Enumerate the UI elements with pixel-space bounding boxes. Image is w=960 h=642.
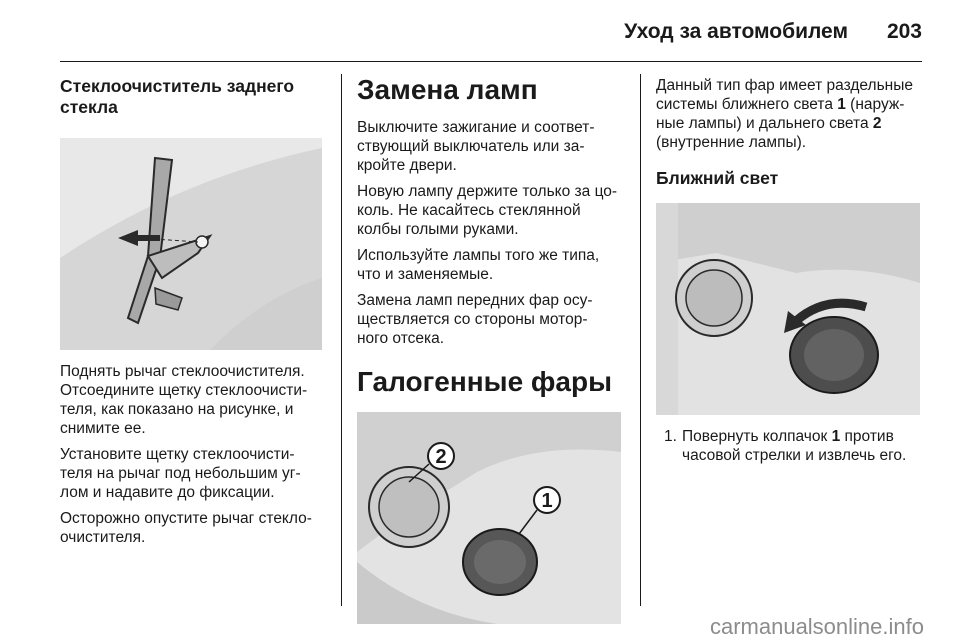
rear-wiper-heading: Стеклоочиститель заднего стекла: [60, 76, 295, 117]
bulb-para-3: Используйте лампы того же типа, что и заменяемые.: [357, 247, 600, 283]
halogen-headlamp-illustration: [357, 412, 621, 624]
bulb-para-2: Новую лампу держите только за цо- коль. Не касайтесь стеклянной колбы голыми руками.: [357, 183, 618, 238]
rear-wiper-drawing: [60, 138, 322, 350]
watermark-text: carmanualsonline.info: [709, 614, 924, 639]
low-beam-drawing: [656, 203, 920, 415]
callout-2-label: 2: [435, 446, 447, 468]
low-beam-illustration: [656, 203, 920, 415]
wiper-para-3: Осторожно опустите рычаг стекло- очистителя.: [60, 510, 312, 546]
column-rear-wiper: [60, 76, 324, 547]
page-header: [0, 0, 960, 64]
bulb-replacement-heading: Замена ламп: [357, 74, 538, 105]
wiper-para-1: Поднять рычаг стеклоочистителя. Отсоедините щетку стеклоочисти- теля, как показано на рисунке, и снимите ее.: [60, 363, 308, 437]
rear-wiper-illustration: [60, 138, 322, 350]
page-number: 203: [886, 20, 922, 43]
header-divider: [60, 61, 922, 62]
callout-1-label: 1: [541, 490, 553, 512]
steps-list: [656, 427, 922, 465]
column-low-beam: [656, 76, 922, 465]
column-divider-2: [640, 74, 641, 606]
lamp-systems-para: Данный тип фар имеет раздельные системы ближнего света 1 (наруж- ные лампы) и дальнего света 2 (внутренние лампы).: [656, 77, 913, 151]
halogen-headlamp-drawing: [357, 412, 621, 624]
bulb-para-1: Выключите зажигание и соответ- ствующий выключатель или за- кройте двери.: [357, 119, 595, 174]
wiper-para-2: Установите щетку стеклоочисти- теля на рычаг под небольшим уг- лом и надавите до фиксации.: [60, 446, 301, 501]
step-item: 1. Повернуть колпачок 1 против часовой стрелки и извлечь его.: [664, 428, 907, 464]
low-beam-heading: Ближний свет: [656, 168, 779, 188]
halogen-headlamps-heading: Галогенные фары: [357, 366, 613, 397]
bulb-para-4: Замена ламп передних фар осу- ществляется со стороны мотор- ного отсека.: [357, 292, 593, 347]
column-bulb-replacement: [357, 74, 625, 624]
section-title: Уход за автомобилем: [624, 20, 848, 43]
step-number: 1.: [664, 428, 677, 445]
column-divider-1: [341, 74, 342, 606]
